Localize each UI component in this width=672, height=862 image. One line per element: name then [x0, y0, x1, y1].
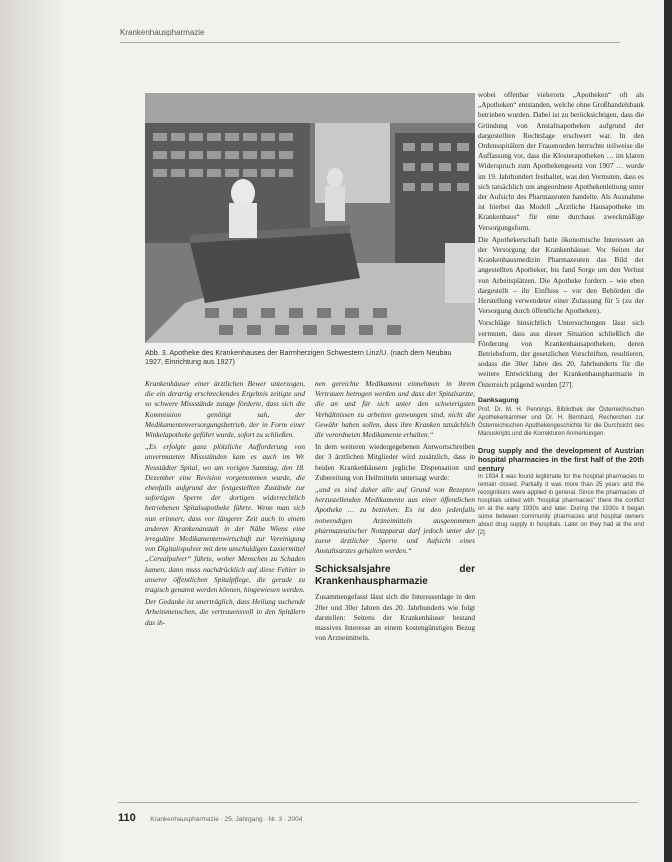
- col3-paragraph: wobei offenbar vielerorts „Apotheken“ oft als „Apotheken“ entstanden, welche ohne Großhandelsbank betrieben wurden. Dabei ist zu berücksichtigen, dass die Gründung von Anstaltsapotheken aufgrund der dargestellten Rechtslage erschwert war. In den Ordensspitälern der Frauenorden herrschte teilweise die Auffassung vor, dass die Klosterapotheken … im klaren Widerspruch zum Apothekengesetz von 1907 … wurde im 19. Jahrhundert festhaltet, was den Vermuten, dass es sich tatsächlich um angeordnete Apothekenleitung unter der Aufsicht des Pharmazeuten handelte. Als Ausnahme ist hierbei das Modell „Ärztliche Hausapotheke im Krankenhaus“ für eine durchaus zweckmäßige Versorgungsform.: [478, 90, 644, 232]
- english-summary-heading: Drug supply and the development of Austrian hospital pharmacies in the first half of the 20th century: [478, 446, 644, 474]
- col2-paragraph: In dem weiteren wiedergegebenen Antwortschreiben der 3 ärztlichen Mitglieder wird zusätzlich, dass in beiden Krankenhäusern jegliche Dispensation und Zubereitung von Heilmitteln untersagt wurde:: [315, 442, 475, 482]
- book-spine-shadow: [664, 0, 672, 862]
- col1-paragraph: Der Gedanke ist unerträglich, dass Heilung suchende Arbeitsmenschen, die vertrauensvoll in den Spitälern das ih-: [145, 597, 305, 627]
- header-rule: [120, 42, 620, 43]
- col3-paragraph: Vorschläge hinsichtlich Untersuchungen lässt sich vermuten, dass aus dieser Situation schließlich die Förderung von Krankenhausapotheken, deren Betriebsform, der gesetzlichen Vorschriften, resultieren, sodass die 30er Jahre des 20. Jahrhunderts für die weitere Entwicklung der Krankenhauspharmazie in Österreich prägend wurden [27].: [478, 318, 644, 389]
- pharmacy-photo-illustration: [145, 93, 475, 343]
- running-header: [120, 28, 205, 37]
- journal-reference: Krankenhauspharmazie · 25. Jahrgang · Nr. 3 · 2004: [150, 816, 303, 823]
- page-footer: [118, 808, 302, 826]
- column-2: [315, 379, 475, 645]
- pharmacy-photo: [145, 93, 475, 343]
- page-number: 110: [118, 812, 136, 824]
- col2-quote: „und es sind daher alle auf Grund von Rezepten herzustellenden Medikamente aus einer öffentlichen Apotheke … zu beziehen. Es ist den jedenfalls notwendigen Arzneimitteln ausgenommen pharmazeutischer Notapparat darf jedoch unter der zuvor ärztlicher Sperre und Aufsicht eines Anstaltsarztes gehalten werden.“: [315, 485, 475, 556]
- acknowledgement-heading: Danksagung: [478, 396, 519, 404]
- col2-paragraph: Zusammengefasst lässt sich die Interessenlage in den 20er und 30er Jahren des 20. Jahrhunderts wie folgt darstellen: Seitens der Krankenhäuser bestand massives Interesse an einem kostengünstigen Bezug von Arzneimitteln.: [315, 592, 475, 643]
- col2-paragraph: nen gereichte Medikament einnehmen in ihrem Vertrauen betrogen werden und dass der Spitalsarzte, die an und für sich unter den schwierigsten Verhältnissen zu arbeiten gezwungen sind, nicht die Gewähr haben sollen, dass ihre Kranken tatsächlich die verordneten Medikamente erhalten.“: [315, 379, 475, 440]
- acknowledgement-text: Prof. Dr. M. H. Pennings, Bibliothek der Österreichischen Apothekerkammer und Dr. H. Bernhard, Recherchen zur Österreichischen Apothekengeschichte für die Durchsicht des Manuskripts und die Korrekturen Anmerkungen.: [478, 407, 644, 438]
- section-heading: Schicksalsjahre der Krankenhauspharmazie: [315, 564, 475, 588]
- col1-paragraph: Krankenhäuser einer ärztlichen Bewer unterzogen, die ein derartig erschreckendes Ergebnis zeitigte und so schwere Missstände zutage förderte, dass sich die Kommission genötigt sah, der Medikamentenversorgungsbetrieb, der in Form einer Winkelapotheke geführt wurde, sofort zu schließen.: [145, 379, 305, 440]
- footer-rule: [118, 802, 638, 803]
- figure-caption: Abb. 3. Apotheke des Krankenhauses der Barmherzigen Schwestern Linz/U. (nach dem Neubau 1927, Einrichtung aus 1927): [145, 348, 452, 366]
- col3-paragraph: Die Apothekerschaft hatte ökonomische Interessen an der Versorgung der Krankenhäuser. Vor Seiten der Krankenhausmedizin Pharmazeuten das Bild der angestellten Apotheker, bis fand Sorge um den Verlust von Arbeitsplätzen. Die Apotheke fordern – wie eben dargestellt – ihr Einfluss – vor den Behörden die Herstellung verwendeter einer Zulassung für 5 (zu der Versorgung durch öffentliche Apotheken).: [478, 234, 644, 316]
- column-1: [145, 379, 305, 630]
- page-edge-shadow: [0, 0, 70, 862]
- section-title: Krankenhauspharmazie: [120, 28, 205, 37]
- english-summary-text: In 1934 it was found legitimate for the hospital pharmacies to remain closed. Partially it was more than 25 years and the recognitions were applied in general. Since the pharmacies of hospitals united with “hospital pharmacies” there the conflict on at the early 1930s and later. During the 1930s it began some between community pharmacies and hospital owners about drug supply in hospitals. Later on they had at the end [2].: [478, 474, 644, 537]
- col1-paragraph: „Es erfolgte ganz plötzliche Aufforderung von unvermuteten Missständen kam es auch im Wr. Neustädter Spital, wo am vorigen Samstag, den 18. Dezember eine Revision vorgenommen wurde, die ebenfalls aufgrund der festgestellten Zustände zur sofortigen Sperre der dortigen widerrechtlich betriebenen Spitalsapotheke führte. Wenn man sich nun erinnert, dass vor längerer Zeit auch in einem anderen Krankenanstalt in der Nähe Wiens eine irreguläre Medikamentenwirtschaft zur Vereinigung von Digitalispulver mit dem unschuldigen Laxiermittel „Cerealpulver“ führte, woher Menschen zu Schaden kamen, dann muss nachdrücklich auf diese Fehler in unserer öffentlichen Spitalpflege, die gerade zu tragisch genannt werden können, hingewiesen werden.: [145, 442, 305, 595]
- column-3: [478, 90, 644, 537]
